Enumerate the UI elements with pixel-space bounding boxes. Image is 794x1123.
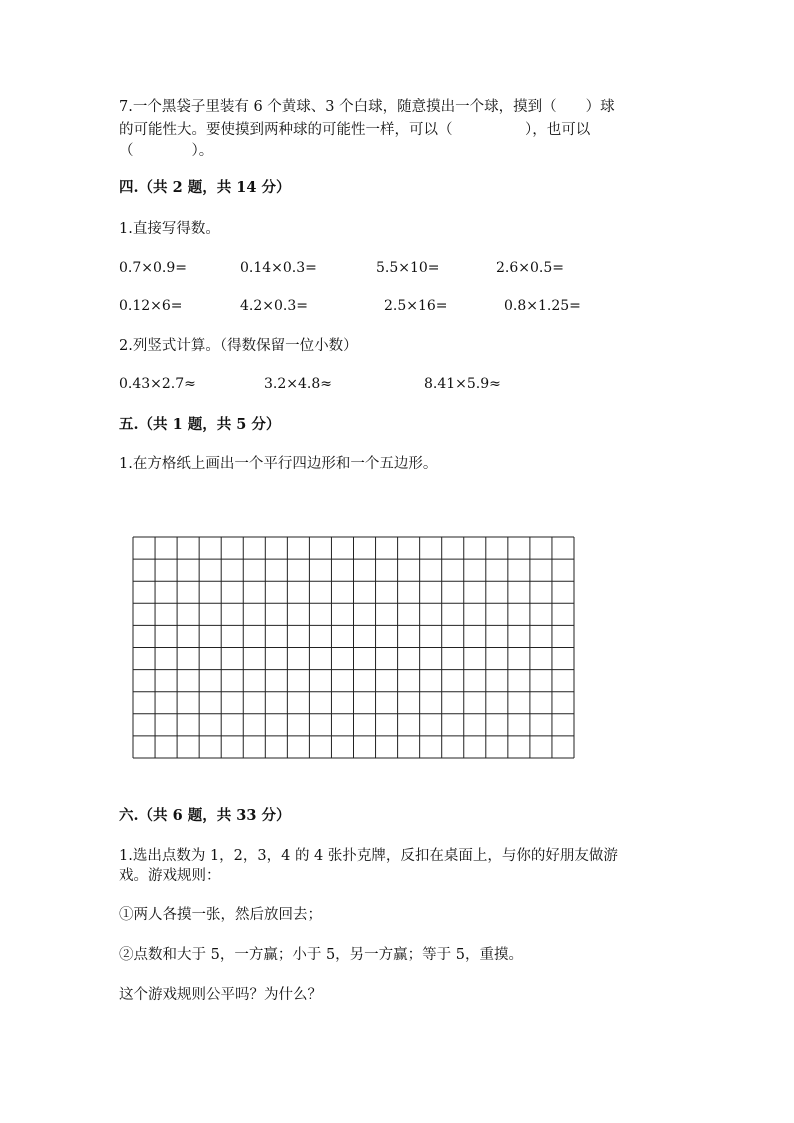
section6-q1-question: 这个游戏规则公平吗？为什么？ — [119, 987, 322, 1003]
calc-item: 2.5×16= — [384, 298, 448, 314]
calc-item: 0.8×1.25= — [504, 298, 581, 314]
section4-q2-title: 2.列竖式计算。（得数保留一位小数） — [119, 338, 358, 354]
section6-title: 六.（共 6 题，共 33 分） — [119, 807, 291, 824]
section6-q1-rule1: ①两人各摸一张，然后放回去； — [119, 907, 322, 923]
q7-line1: 7.一个黑袋子里装有 6 个黄球、3 个白球，随意摸出一个球，摸到（ ）球 — [119, 99, 615, 115]
calc-item: 4.2×0.3= — [240, 298, 308, 314]
section5-title: 五.（共 1 题，共 5 分） — [119, 416, 281, 433]
calc-item: 8.41×5.9≈ — [424, 376, 501, 392]
calc-item: 0.14×0.3= — [240, 260, 317, 276]
section6-q1-line1: 1.选出点数为 1，2，3，4 的 4 张扑克牌，反扣在桌面上，与你的好朋友做游 — [119, 848, 618, 864]
calc-item: 0.12×6= — [119, 298, 183, 314]
square-grid — [132, 536, 575, 763]
calc-item: 0.7×0.9= — [119, 260, 187, 276]
q7-line3: （ ）。 — [119, 143, 214, 159]
calc-item: 2.6×0.5= — [496, 260, 564, 276]
section6-q1-rule2: ②点数和大于 5，一方赢；小于 5，另一方赢；等于 5，重摸。 — [119, 947, 524, 963]
calc-item: 5.5×10= — [376, 260, 440, 276]
q7-line2: 的可能性大。要使摸到两种球的可能性一样，可以（ ），也可以 — [119, 122, 591, 138]
calc-item: 0.43×2.7≈ — [119, 376, 196, 392]
section6-q1-line2: 戏。游戏规则： — [119, 868, 221, 884]
section4-q1-title: 1.直接写得数。 — [119, 221, 220, 237]
section5-q1-title: 1.在方格纸上画出一个平行四边形和一个五边形。 — [119, 456, 438, 472]
calc-item: 3.2×4.8≈ — [264, 376, 332, 392]
section4-title: 四.（共 2 题，共 14 分） — [119, 179, 291, 196]
